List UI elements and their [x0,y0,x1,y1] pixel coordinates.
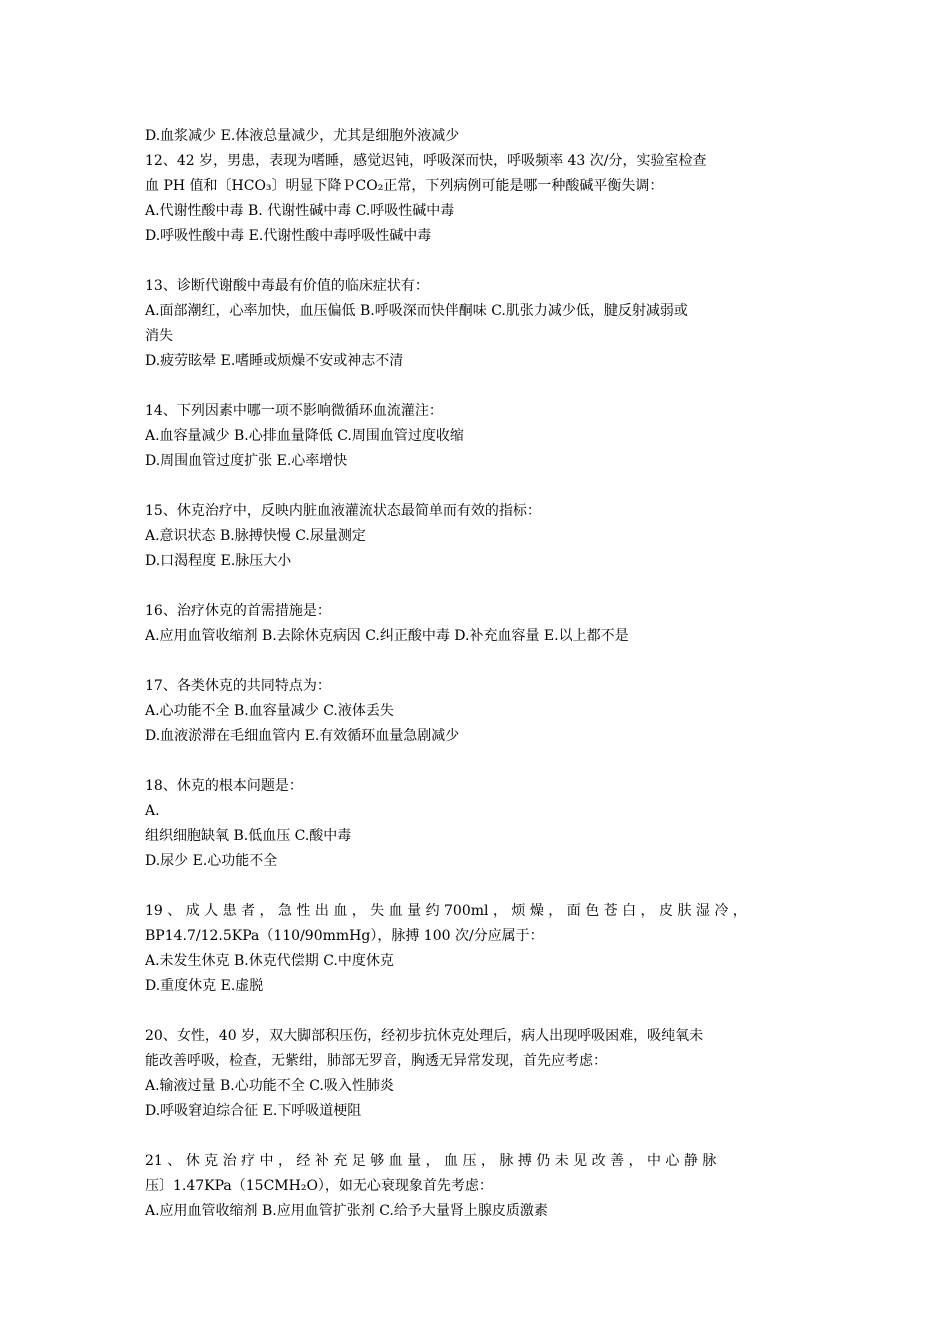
question-12-stem: 12、42 岁，男患，表现为嗜睡，感觉迟钝，呼吸深而快，呼吸频率 43 次/分，实验室检查 [145,153,707,169]
question-13-options: 消失 [145,328,173,344]
question-20-stem: 20、女性，40 岁，双大脚部积压伤，经初步抗休克处理后，病人出现呼吸困难，吸纯氧未 [145,1028,704,1044]
question-20-options: A.输液过量 B.心功能不全 C.吸入性肺炎 [145,1078,394,1094]
text-line: D.血浆减少 E.体液总量减少，尤其是细胞外液减少 [145,128,460,144]
question-18-options: A. [145,803,160,819]
question-16-options: A.应用血管收缩剂 B.去除休克病因 C.纠正酸中毒 D.补充血容量 E.以上都不是 [145,628,629,644]
question-17-options: A.心功能不全 B.血容量减少 C.液体丢失 [145,703,394,719]
question-14-stem: 14、下列因素中哪一项不影响微循环血流灌注： [145,403,443,419]
question-15-options: D.口渴程度 E.脉压大小 [145,553,292,569]
spacer [145,374,810,399]
question-20-stem-cont: 能改善呼吸，检查，无紫绀，肺部无罗音，胸透无异常发现，首先应考虑： [145,1053,607,1069]
question-17-stem: 17、各类休克的共同特点为： [145,678,331,694]
question-13-options: D.疲劳眩晕 E.嗜睡或烦燥不安或神志不清 [145,353,404,369]
question-21-stem: 21 、 休 克 治 疗 中 ， 经 补 充 足 够 血 量 ， 血 压 ， 脉 搏 仍 未 见 改 善 ， 中 心 静 脉 [145,1153,717,1169]
question-14-options: A.血容量减少 B.心排血量降低 C.周围血管过度收缩 [145,428,464,444]
spacer [145,749,810,774]
spacer [145,874,810,899]
spacer [145,1124,810,1149]
spacer [145,649,810,674]
question-15-stem: 15、休克治疗中，反映内脏血液灌流状态最简单而有效的指标： [145,503,541,519]
question-21-stem-cont: 压〕1.47KPa（15CMH₂O），如无心衰现象首先考虑： [145,1178,493,1194]
spacer [145,249,810,274]
question-12-options: A.代谢性酸中毒 B. 代谢性碱中毒 C.呼吸性碱中毒 [145,203,455,219]
question-18-options: 组织细胞缺氧 B.低血压 C.酸中毒 [145,828,352,844]
question-12-options: D.呼吸性酸中毒 E.代谢性酸中毒呼吸性碱中毒 [145,228,432,244]
question-14-options: D.周围血管过度扩张 E.心率增快 [145,453,348,469]
question-20-options: D.呼吸窘迫综合征 E.下呼吸道梗阻 [145,1103,362,1119]
document-page [145,124,810,1224]
question-12-stem-cont: 血 PH 值和〔HCO₃〕明显下降ＰCO₂正常，下列病例可能是哪一种酸碱平衡失调： [145,178,664,194]
question-17-options: D.血液淤滞在毛细血管内 E.有效循环血量急剧减少 [145,728,460,744]
question-13-stem: 13、诊断代谢酸中毒最有价值的临床症状有： [145,278,429,294]
question-13-options: A.面部潮红，心率加快，血压偏低 B.呼吸深而快伴酮味 C.肌张力减少低，腱反射减弱或 [145,303,688,319]
question-18-stem: 18、休克的根本问题是： [145,778,303,794]
question-21-options: A.应用血管收缩剂 B.应用血管扩张剂 C.给予大量肾上腺皮质激素 [145,1203,548,1219]
question-15-options: A.意识状态 B.脉搏快慢 C.尿量测定 [145,528,366,544]
spacer [145,574,810,599]
question-16-stem: 16、治疗休克的首需措施是： [145,603,331,619]
question-19-stem: 19 、 成 人 患 者 ， 急 性 出 血 ， 失 血 量 约 700ml ， 烦 燥 ， 面 色 苍 白 ， 皮 肤 湿 冷 ， [145,903,747,919]
spacer [145,999,810,1024]
question-19-options: A.未发生休克 B.休克代偿期 C.中度休克 [145,953,394,969]
question-18-options: D.尿少 E.心功能不全 [145,853,278,869]
question-19-stem-cont: BP14.7/12.5KPa（110/90mmHg），脉搏 100 次/分应属于： [145,928,544,944]
spacer [145,474,810,499]
question-19-options: D.重度休克 E.虚脱 [145,978,264,994]
